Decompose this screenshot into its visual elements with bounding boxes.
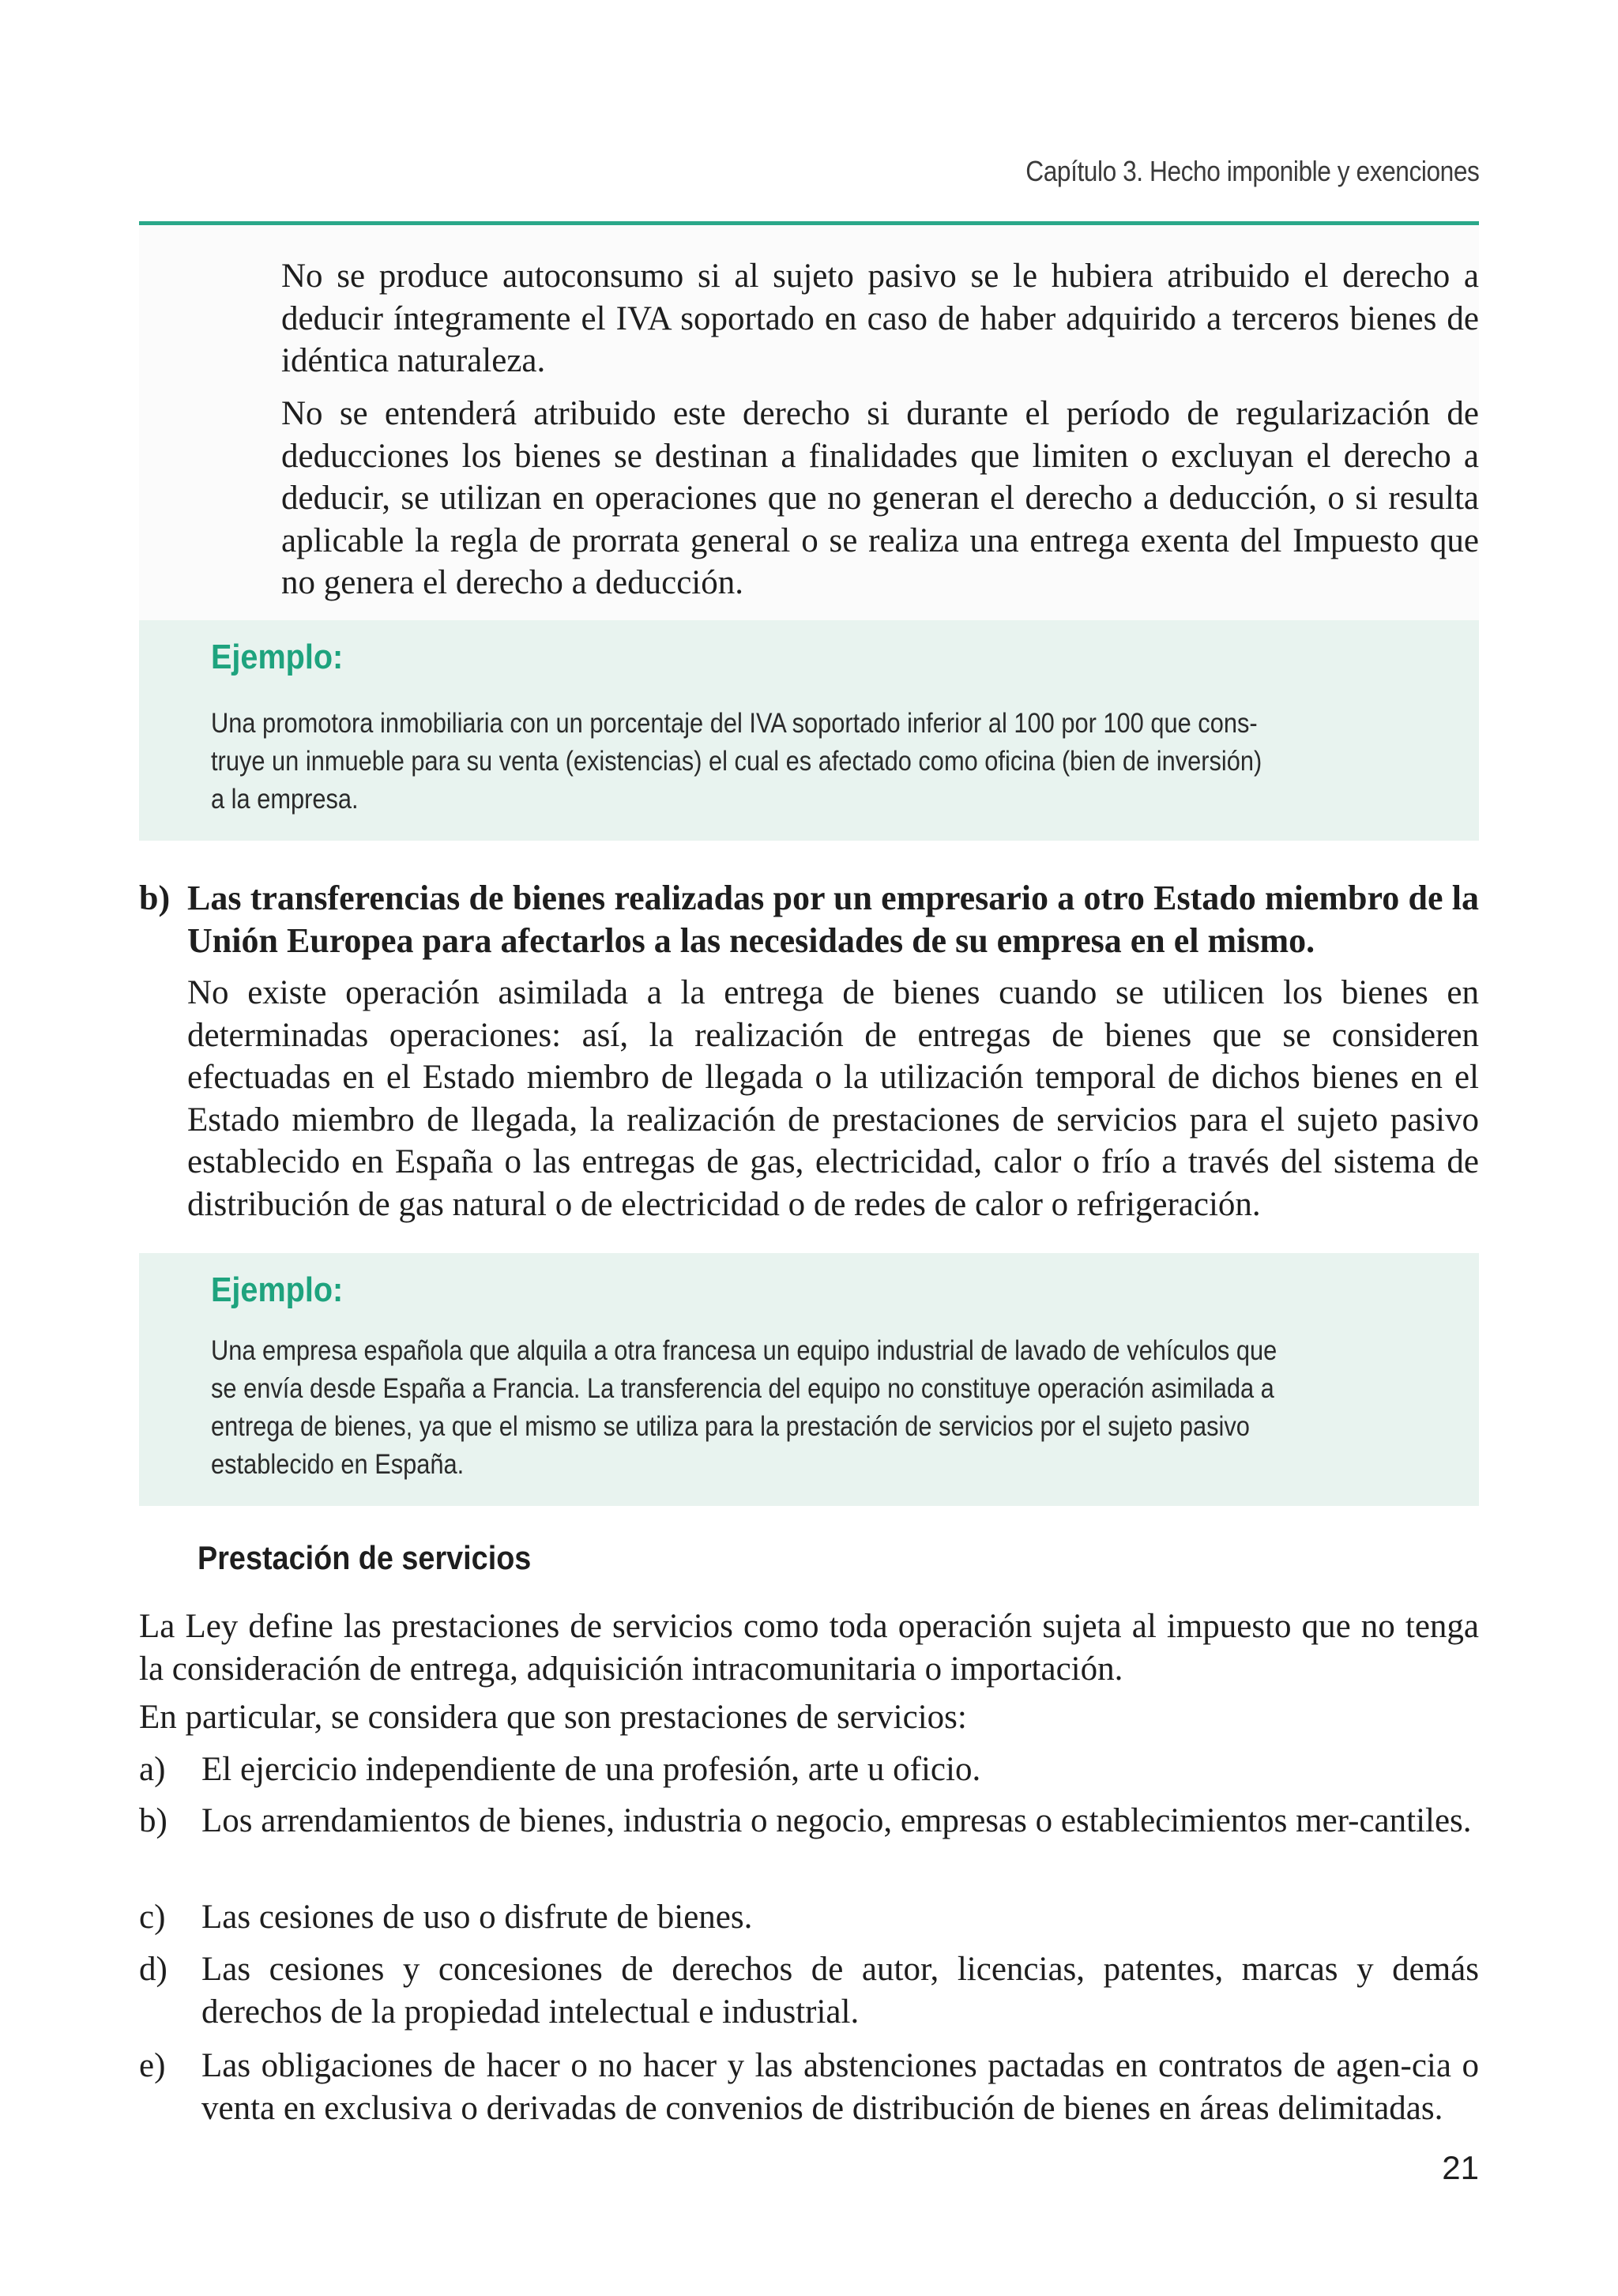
paragraph-intro: La Ley define las prestaciones de servicios como toda operación sujeta al impuesto que no tenga la consideración de entrega, adquisición intracomunitaria o importación. xyxy=(139,1608,1479,1688)
example-text xyxy=(211,1332,1393,1484)
example-line: a la empresa. xyxy=(211,784,359,815)
example-line: establecido en España. xyxy=(211,1449,465,1480)
list-item-d xyxy=(139,1948,1479,2033)
list-item-b-transferencias xyxy=(139,877,1479,962)
list-marker: d) xyxy=(139,1951,167,1988)
paragraph-derecho-deduccion: No se entenderá atribuido este derecho si durante el período de regularización de deducciones los bienes se destinan a finalidades que limiten o excluyan el derecho a deducir, se utilizan en operaciones que no generan el derecho a deducción, o si resulta aplicable la regla de prorrata general o se realiza una entrega exenta del Impuesto que no genera el derecho a deducción. xyxy=(281,395,1479,601)
paragraph-lead: En particular, se considera que son prestaciones de servicios: xyxy=(139,1699,967,1736)
paragraph-autoconsumo: No se produce autoconsumo si al sujeto pasivo se le hubiera atribuido el derecho a deducir íntegramente el IVA soportado en caso de haber adquirido a terceros bienes de idéntica naturaleza. xyxy=(281,258,1479,379)
section-heading: Prestación de servicios xyxy=(198,1539,532,1576)
list-marker: e) xyxy=(139,2047,166,2084)
list-item-text: El ejercicio independiente de una profesión, arte u oficio. xyxy=(201,1751,981,1788)
example-title: Ejemplo: xyxy=(211,638,344,676)
list-marker: c) xyxy=(139,1899,166,1936)
example-line: Una empresa española que alquila a otra francesa un equipo industrial de lavado de vehículos que xyxy=(211,1335,1277,1366)
example-text xyxy=(211,705,1393,819)
example-box-2 xyxy=(139,1253,1479,1506)
list-marker: b) xyxy=(139,879,171,917)
example-title: Ejemplo: xyxy=(211,1270,344,1309)
list-item-text: Las cesiones de uso o disfrute de bienes. xyxy=(201,1899,753,1936)
example-line: se envía desde España a Francia. La transferencia del equipo no constituye operación asimilada a xyxy=(211,1373,1274,1404)
list-item-a xyxy=(139,1748,1479,1791)
list-item-text: Las cesiones y concesiones de derechos de autor, licencias, patentes, marcas y demás derechos de la propiedad intelectual e industrial. xyxy=(201,1951,1479,2031)
list-item-text: Las obligaciones de hacer o no hacer y las abstenciones pactadas en contratos de agen-cia o venta en exclusiva o derivadas de convenios de distribución de bienes en áreas delimitadas. xyxy=(201,2047,1479,2127)
example-line: entrega de bienes, ya que el mismo se utiliza para la prestación de servicios por el sujeto pasivo xyxy=(211,1411,1250,1442)
list-marker: a) xyxy=(139,1751,166,1788)
paragraph-operacion-asimilada: No existe operación asimilada a la entrega de bienes cuando se utilicen los bienes en determinadas operaciones: así, la realización de entregas de bienes que se consideren efectuadas en el Estado miembro de llegada o la utilización temporal de dichos bienes en el Estado miembro de llegada, la realización de prestaciones de servicios para el sujeto pasivo establecido en España o las entregas de gas, electricidad, calor o frío a través del sistema de distribución de gas natural o de electricidad o de redes de calor o refrigeración. xyxy=(187,974,1479,1223)
item-heading: Las transferencias de bienes realizadas por un empresario a otro Estado miembro de la Unión Europea para afectarlos a las necesidades de su empresa en el mismo. xyxy=(187,879,1479,960)
example-line: Una promotora inmobiliaria con un porcentaje del IVA soportado inferior al 100 por 100 que cons- xyxy=(211,708,1258,739)
running-header: Capítulo 3. Hecho imponible y exenciones xyxy=(1025,155,1479,187)
list-item-text: Los arrendamientos de bienes, industria o negocio, empresas o establecimientos mer-cantiles. xyxy=(201,1802,1472,1839)
page-number: 21 xyxy=(1442,2149,1479,2186)
example-line: truye un inmueble para su venta (existencias) el cual es afectado como oficina (bien de inversión) xyxy=(211,746,1262,777)
list-item-b xyxy=(139,1800,1479,1842)
list-item-e xyxy=(139,2045,1479,2129)
example-box-1 xyxy=(139,620,1479,841)
list-item-c xyxy=(139,1896,1479,1939)
list-marker: b) xyxy=(139,1802,167,1839)
